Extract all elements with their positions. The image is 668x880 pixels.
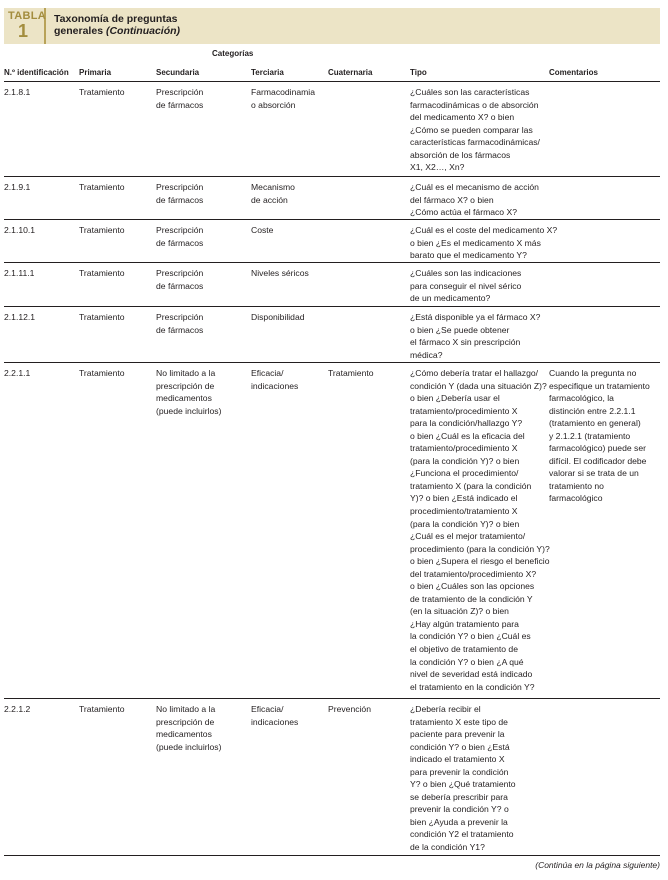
cell-tertiary: Farmacodinamia o absorción [251, 87, 315, 110]
column-header-type: Tipo [410, 68, 427, 77]
cell-primary: Tratamiento [79, 368, 125, 378]
categories-group-heading: Categorías [212, 49, 254, 58]
cell-type: ¿Cuál es el coste del medicamento X? o bien ¿Es el medicamento X más barato que el medicamento Y? [410, 225, 558, 261]
cell-secondary: No limitado a la prescripción de medicamentos (puede incluirlos) [156, 368, 222, 416]
cell-secondary: Prescripción de fármacos [156, 268, 204, 291]
cell-type: ¿Está disponible ya el fármaco X? o bien ¿Se puede obtener el fármaco X sin prescripción médica? [410, 312, 541, 360]
cell-tertiary: Eficacia/ indicaciones [251, 704, 299, 727]
row-divider [4, 262, 660, 263]
cell-id: 2.1.8.1 [4, 87, 31, 97]
cell-id: 2.1.12.1 [4, 312, 36, 322]
cell-id: 2.1.9.1 [4, 182, 31, 192]
cell-quaternary: Tratamiento [328, 368, 374, 378]
cell-id: 2.1.11.1 [4, 268, 35, 278]
cell-secondary: Prescripción de fármacos [156, 312, 204, 335]
column-header-secondary: Secundaria [156, 68, 200, 77]
cell-tertiary: Coste [251, 225, 274, 235]
table-bottom-rule [4, 855, 660, 856]
cell-secondary: No limitado a la prescripción de medicamentos (puede incluirlos) [156, 704, 222, 752]
cell-primary: Tratamiento [79, 87, 125, 97]
cell-primary: Tratamiento [79, 268, 125, 278]
cell-primary: Tratamiento [79, 182, 125, 192]
cell-type: ¿Cuál es el mecanismo de acción del fármaco X? o bien ¿Cómo actúa el fármaco X? [410, 182, 539, 218]
table-title-line2 [54, 25, 180, 37]
row-divider [4, 362, 660, 363]
cell-id: 2.1.10.1 [4, 225, 36, 235]
cell-id: 2.2.1.2 [4, 704, 31, 714]
cell-tertiary: Niveles séricos [251, 268, 309, 278]
table-number-box [4, 8, 46, 44]
table-title-italic: (Continuación) [105, 25, 181, 37]
cell-primary: Tratamiento [79, 704, 125, 714]
row-divider [4, 306, 660, 307]
row-divider [4, 219, 660, 220]
cell-secondary: Prescripción de fármacos [156, 87, 204, 110]
cell-secondary: Prescripción de fármacos [156, 182, 204, 205]
table-title-plain: generales [54, 25, 106, 37]
cell-comments: Cuando la pregunta no especifique un tratamiento farmacológico, la distinción entre 2.2.1.1 (tratamiento en general) y 2.1.2.1 (tratamiento farmacológico) puede ser difícil. El codificador debe valorar si se trata de un tratamiento no farmacológico [549, 368, 650, 504]
cell-type: ¿Cuáles son las indicaciones para conseguir el nivel sérico de un medicamento? [410, 268, 522, 304]
cell-type: ¿Cuáles son las características farmacodinámicas o de absorción del medicamento X? o bien ¿Cómo se pueden comparar las características farmacodinámicas/ absorción de los fármacos X1, X2…, Xn? [410, 87, 540, 173]
column-header-primary: Primaria [79, 68, 112, 77]
table-title-line1: Taxonomía de preguntas [54, 13, 178, 25]
row-divider [4, 176, 660, 177]
cell-tertiary: Disponibilidad [251, 312, 305, 322]
row-divider [4, 698, 660, 699]
cell-quaternary: Prevención [328, 704, 371, 714]
table-title [54, 13, 180, 37]
cell-primary: Tratamiento [79, 312, 125, 322]
column-header-comments: Comentarios [549, 68, 598, 77]
cell-type: ¿Cómo debería tratar el hallazgo/ condición Y (dada una situación Z)? o bien ¿Debería usar el tratamiento/procedimiento X para la condición/hallazgo Y? o bien ¿Cuál es la eficacia del tratamiento/procedimiento X (para la condición Y)? o bien ¿Funciona el procedimiento/ tratamiento X (para la condición Y)? o bien ¿Está indicado el procedimiento/tratamiento X (para la condición Y)? o bien ¿Cuál es el mejor tratamiento/ procedimiento (para la condición Y)? o bien ¿Supera el riesgo el beneficio del tratamiento/procedimiento X? o bien ¿Cuáles son las opciones de tratamiento de la condición Y (en la situación Z)? o bien ¿Hay algún tratamiento para la condición Y? o bien ¿Cuál es el objetivo de tratamiento de la condición Y? o bien ¿A qué nivel de severidad está indicado el tratamiento en la condición Y? [410, 368, 550, 692]
cell-tertiary: Mecanismo de acción [251, 182, 295, 205]
cell-tertiary: Eficacia/ indicaciones [251, 368, 299, 391]
cell-type: ¿Debería recibir el tratamiento X este tipo de paciente para prevenir la condición Y? o bien ¿Está indicado el tratamiento X para prevenir la condición Y? o bien ¿Qué tratamiento se debería prescribir para prevenir la condición Y? o bien ¿Ayuda a prevenir la condición Y2 el tratamiento de la condición Y1? [410, 704, 516, 853]
continuation-note: (Continúa en la página siguiente) [535, 860, 660, 870]
column-header-tertiary: Terciaria [251, 68, 284, 77]
cell-primary: Tratamiento [79, 225, 125, 235]
cell-id: 2.2.1.1 [4, 368, 31, 378]
cell-secondary: Prescripción de fármacos [156, 225, 204, 248]
header-divider [4, 81, 660, 82]
table-number: 1 [18, 21, 29, 41]
column-header-id: N.º identificación [4, 68, 69, 77]
table-label: TABLA [8, 10, 46, 22]
table-title-bar [4, 8, 660, 44]
column-header-quaternary: Cuaternaria [328, 68, 373, 77]
